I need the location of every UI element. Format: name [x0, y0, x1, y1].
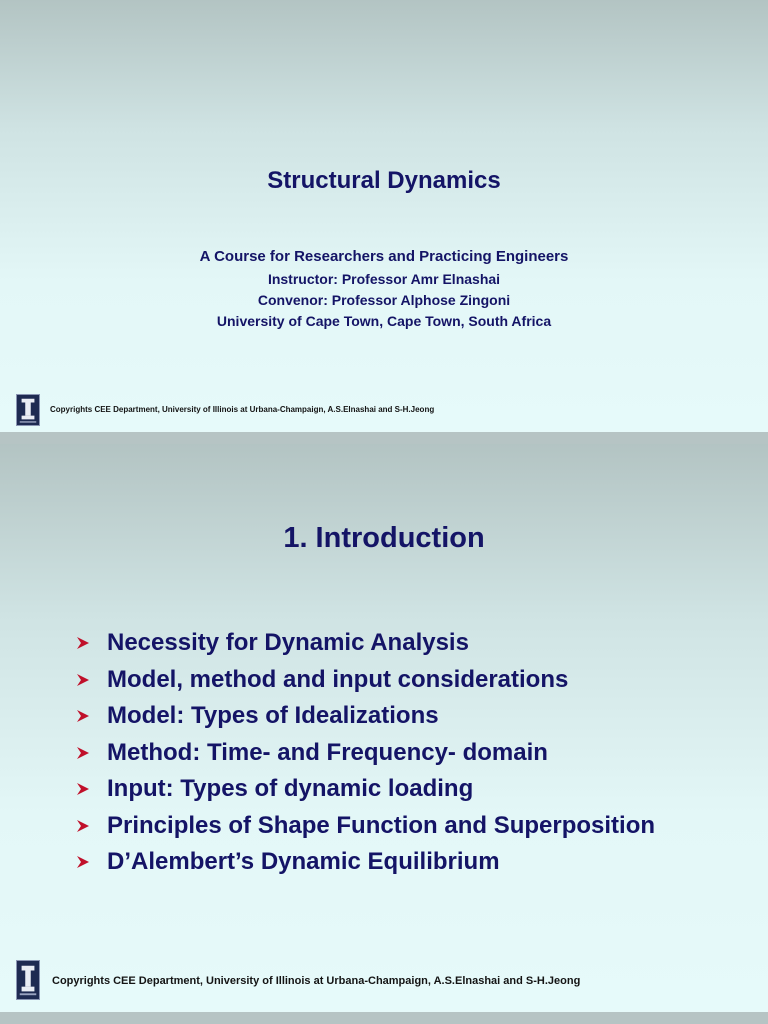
copyright-footer: Copyrights CEE Department, University of Illinois at Urbana-Champaign, A.S.Elnashai and S-H.Jeong: [50, 405, 435, 414]
list-item: [76, 625, 655, 662]
bullet-text: Model, method and input considerations: [107, 665, 569, 693]
arrowhead-bullet-icon: [76, 746, 107, 760]
bullet-text: D’Alembert’s Dynamic Equilibrium: [107, 848, 500, 875]
copyright-footer: Copyrights CEE Department, University of Illinois at Urbana-Champaign, A.S.Elnashai and S-H.Jeong: [52, 975, 581, 987]
university-logo-icon: [16, 960, 40, 1000]
slide-title: Structural Dynamics: [267, 167, 501, 194]
introduction-slide: [0, 444, 768, 1012]
instructor-line: Instructor: Professor Amr Elnashai: [267, 271, 501, 287]
list-item: [76, 735, 655, 772]
course-subtitle: A Course for Researchers and Practicing Engineers: [199, 248, 569, 265]
list-item: [76, 771, 655, 808]
university-line: University of Cape Town, Cape Town, South Africa: [216, 313, 552, 329]
title-slide: [0, 0, 768, 432]
bullet-text: Method: Time- and Frequency- domain: [107, 738, 548, 766]
arrowhead-bullet-icon: [76, 673, 107, 687]
arrowhead-bullet-icon: [76, 855, 107, 869]
bullet-text: Necessity for Dynamic Analysis: [107, 629, 469, 656]
list-item: [76, 844, 655, 881]
arrowhead-bullet-icon: [76, 819, 107, 833]
list-item: [76, 662, 655, 699]
bullet-text: Input: Types of dynamic loading: [107, 775, 474, 802]
convenor-line: Convenor: Professor Alphose Zingoni: [257, 292, 511, 308]
topic-list: [76, 625, 655, 881]
slide-title: 1. Introduction: [283, 522, 485, 554]
arrowhead-bullet-icon: [76, 782, 107, 796]
bullet-text: Model: Types of Idealizations: [107, 702, 439, 729]
arrowhead-bullet-icon: [76, 636, 107, 650]
university-logo-icon: [16, 394, 40, 426]
list-item: [76, 698, 655, 735]
arrowhead-bullet-icon: [76, 709, 107, 723]
bullet-text: Principles of Shape Function and Superposition: [107, 811, 656, 839]
list-item: [76, 808, 655, 845]
